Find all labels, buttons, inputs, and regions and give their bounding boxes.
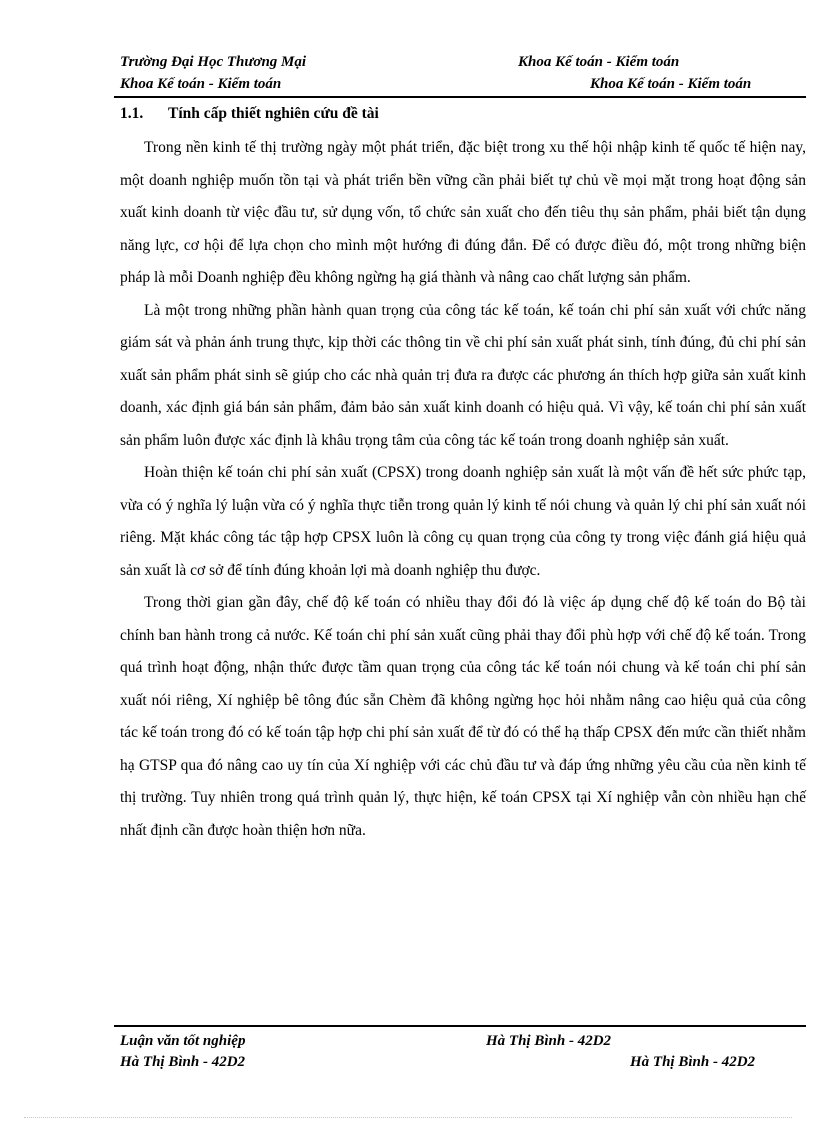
paragraph: Trong thời gian gần đây, chế độ kế toán có nhiều thay đổi đó là việc áp dụng chế độ kế toán do Bộ tài chính ban hành trong cả nước. Kế toán chi phí sản xuất cũng phải thay đổi phù hợp với chế độ kế toán. Trong quá trình hoạt động, nhận thức được tầm quan trọng của công tác kế toán nói chung và kế toán chi phí sản xuất nói riêng, Xí nghiệp bê tông đúc sẵn Chèm đã không ngừng học hỏi nhằm nâng cao hiệu quả của công tác kế toán trong đó có kế toán tập hợp chi phí sản xuất để từ đó có thể hạ thấp CPSX đến mức cần thiết nhằm hạ GTSP qua đó nâng cao uy tín của Xí nghiệp với các chủ đầu tư và đáp ứng những yêu cầu của nền kinh tế thị trường. Tuy nhiên trong quá trình quản lý, thực hiện, kế toán CPSX tại Xí nghiệp vẫn còn nhiều hạn chế nhất định cần được hoàn thiện hơn nữa.: [120, 594, 806, 839]
header-school-name: Trường Đại Học Thương Mại: [120, 54, 307, 70]
footer-author-right: Hà Thị Bình - 42D2: [630, 1054, 756, 1070]
section-heading: [120, 104, 379, 124]
header-faculty-name-left: Khoa Kế toán - Kiểm toán: [120, 76, 282, 92]
footer-rule: [114, 1025, 806, 1027]
header-faculty-name-right: Khoa Kế toán - Kiểm toán: [590, 76, 752, 92]
header-rule: [114, 96, 806, 98]
section-number: 1.1.: [120, 105, 144, 122]
footer-author: Hà Thị Bình - 42D2: [486, 1033, 612, 1049]
body-text: [120, 132, 806, 847]
footer-author-left: Hà Thị Bình - 42D2: [120, 1054, 246, 1070]
footer-thesis-label: Luận văn tốt nghiệp: [120, 1033, 246, 1049]
section-title: Tính cấp thiết nghiên cứu đề tài: [168, 105, 379, 122]
paragraph: Là một trong những phần hành quan trọng của công tác kế toán, kế toán chi phí sản xuất với chức năng giám sát và phản ánh trung thực, kịp thời các thông tin về chi phí sản xuất phát sinh, tính đúng, đủ chi phí sản xuất sản phẩm phát sinh sẽ giúp cho các nhà quản trị đưa ra được các phương án thích hợp giữa sản xuất kinh doanh, xác định giá bán sản phẩm, đảm bảo sản xuất kinh doanh có hiệu quả. Vì vậy, kế toán chi phí sản xuất sản phẩm luôn được xác định là khâu trọng tâm của công tác kế toán trong doanh nghiệp sản xuất.: [120, 301, 806, 449]
header-faculty-name: Khoa Kế toán - Kiểm toán: [518, 54, 680, 70]
page-edge-divider: [24, 1117, 792, 1118]
paragraph: Hoàn thiện kế toán chi phí sản xuất (CPSX) trong doanh nghiệp sản xuất là một vấn đề hết sức phức tạp, vừa có ý nghĩa lý luận vừa có ý nghĩa thực tiễn trong quản lý kinh tế nói chung và quản lý chi phí sản xuất nói riêng. Mặt khác công tác tập hợp CPSX luôn là công cụ quan trọng của công ty trong việc đánh giá hiệu quả sản xuất là cơ sở để tính đúng khoản lợi mà doanh nghiệp thu được.: [120, 464, 806, 579]
paragraph: Trong nền kinh tế thị trường ngày một phát triển, đặc biệt trong xu thế hội nhập kinh tế quốc tế hiện nay, một doanh nghiệp muốn tồn tại và phát triển bền vững cần phải biết tự chủ về mọi mặt trong hoạt động sản xuất kinh doanh từ việc đầu tư, sử dụng vốn, tổ chức sản xuất cho đến tiêu thụ sản phẩm, phải biết tận dụng năng lực, cơ hội để lựa chọn cho mình một hướng đi đúng đắn. Để có được điều đó, một trong những biện pháp là mỗi Doanh nghiệp đều không ngừng hạ giá thành và nâng cao chất lượng sản phẩm.: [120, 139, 806, 286]
